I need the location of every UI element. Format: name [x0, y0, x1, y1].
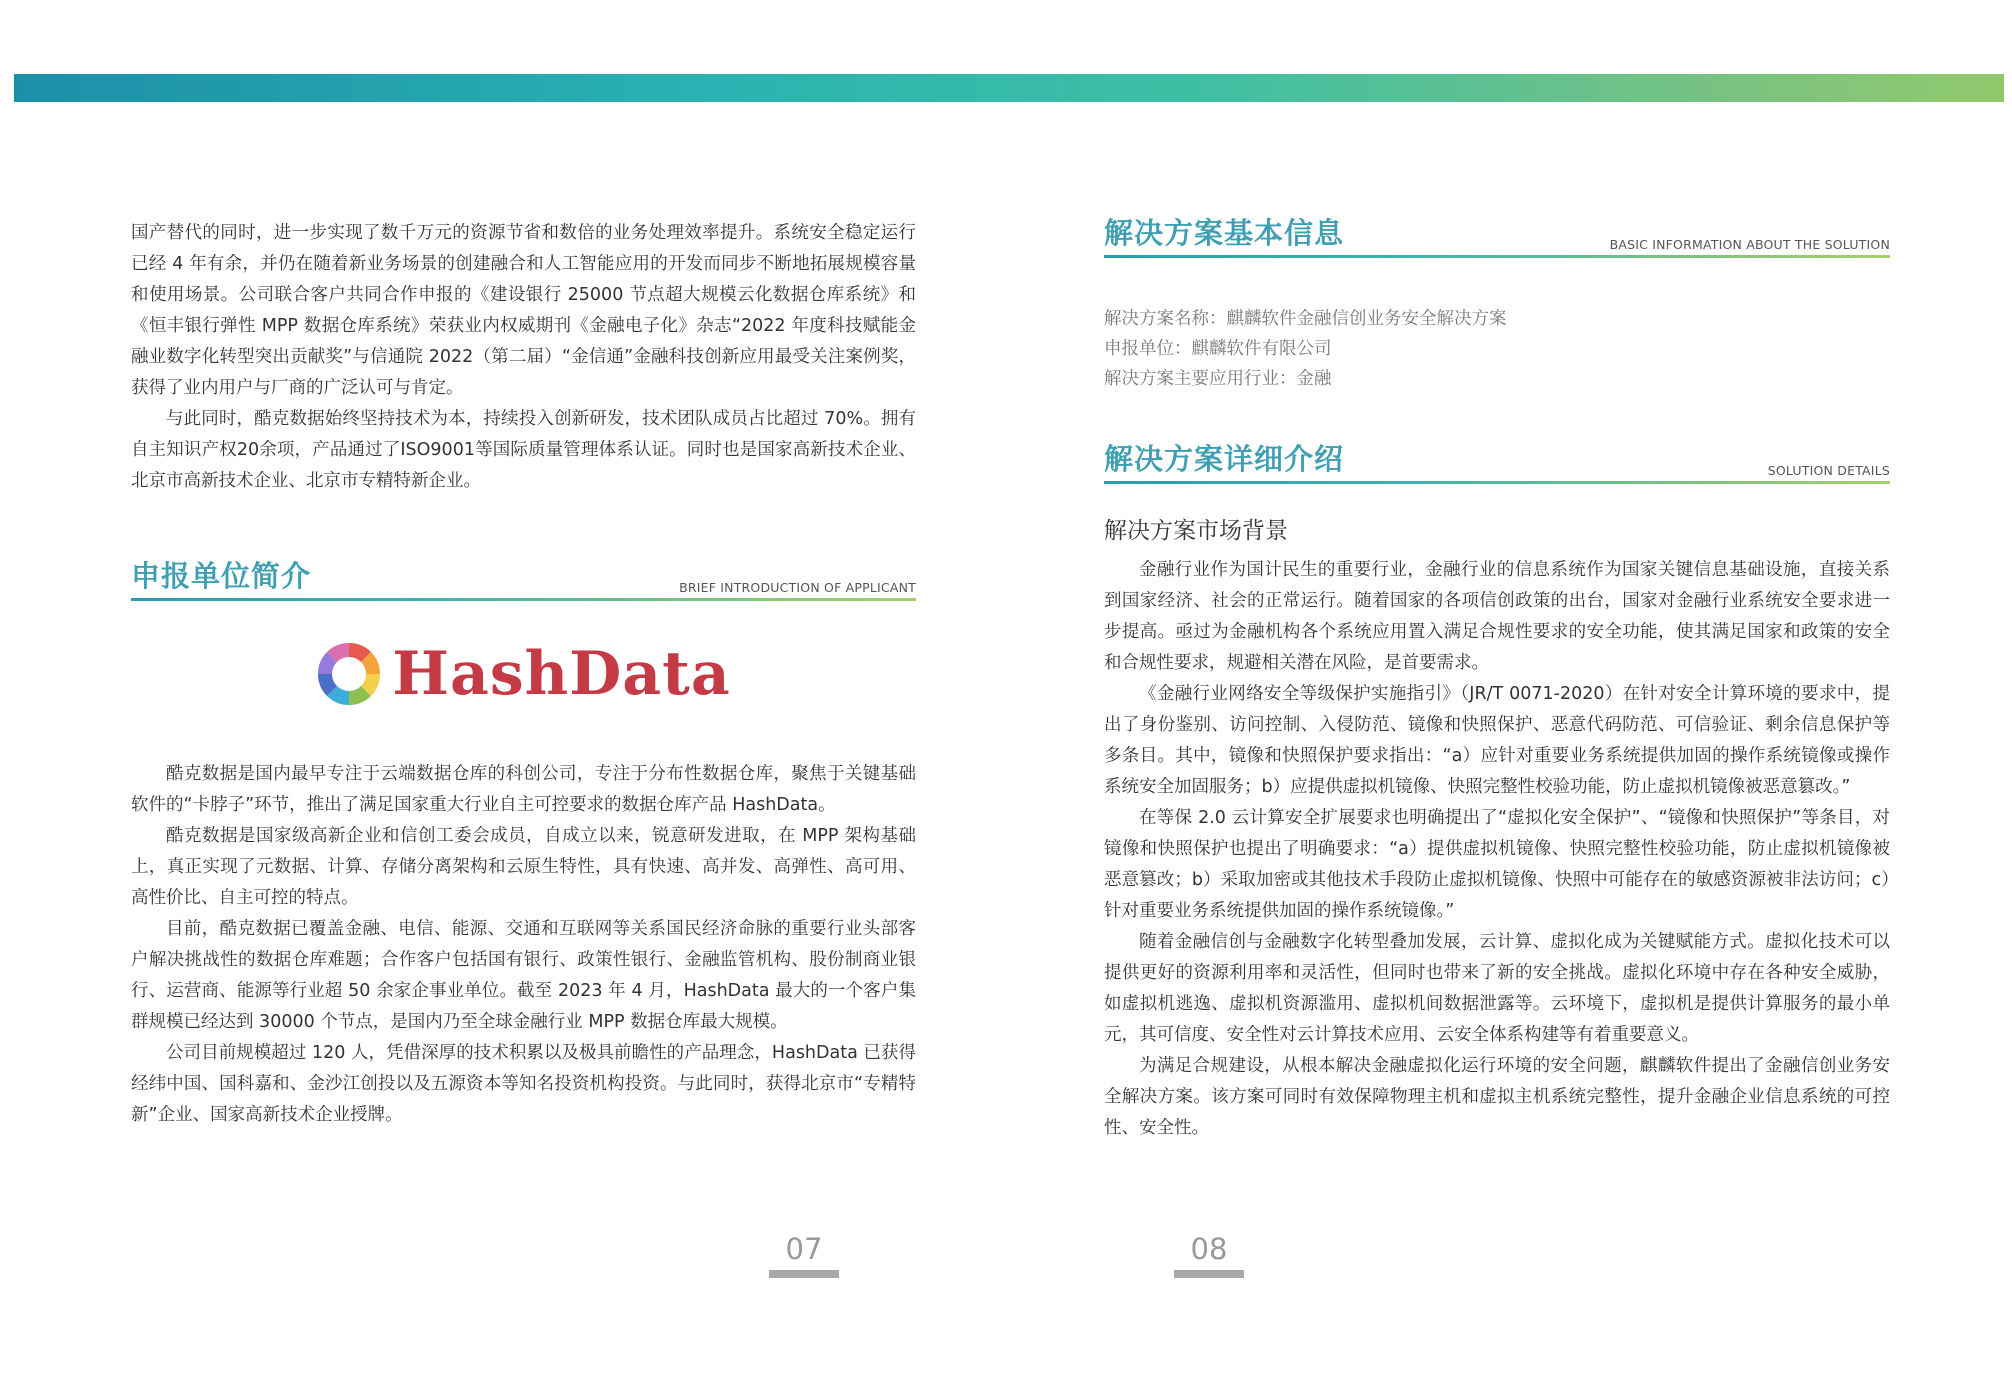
section-divider [1104, 481, 1890, 484]
section-subtitle-en: BASIC INFORMATION ABOUT THE SOLUTION [1609, 237, 1890, 252]
section-subtitle-en: SOLUTION DETAILS [1767, 463, 1890, 478]
details-paragraph-2: 《金融行业网络安全等级保护实施指引》（JR/T 0071-2020）在针对安全计算环境的要求中，提出了身份鉴别、访问控制、入侵防范、镜像和快照保护、恶意代码防范、可信验证、剩余信息保护等多条目。其中，镜像和快照保护要求指出：“a）应针对重要业务系统提供加固的操作系统镜像或操作系统安全加固服务；b）应提供虚拟机镜像、快照完整性校验功能，防止虚拟机镜像被恶意篡改。” [1104, 684, 1890, 797]
section-title: 解决方案详细介绍 [1104, 442, 1345, 476]
applicant-paragraph-1: 酷克数据是国内最早专注于云端数据仓库的科创公司，专注于分布性数据仓库，聚焦于关键基础软件的“卡脖子”环节，推出了满足国家重大行业自主可控要求的数据仓库产品 HashData。 [131, 764, 916, 815]
subsection-title: 解决方案市场背景 [1104, 518, 1288, 544]
details-paragraph-1: 金融行业作为国计民生的重要行业，金融行业的信息系统作为国家关键信息基础设施，直接关系到国家经济、社会的正常运行。随着国家的各项信创政策的出台，国家对金融行业系统安全要求进一步提高。亟过为金融机构各个系统应用置入满足合规性要求的安全功能，使其满足国家和政策的安全和合规性要求，规避相关潜在风险，是首要需求。 [1104, 560, 1890, 673]
details-section-header [1104, 444, 1890, 484]
section-subtitle-en: BRIEF INTRODUCTION OF APPLICANT [679, 580, 916, 595]
section-divider [1104, 255, 1890, 258]
page-number-left: 07 [785, 1232, 823, 1266]
logo-wordmark: HashData [392, 639, 731, 709]
intro-paragraph-1: 国产替代的同时，进一步实现了数千万元的资源节省和数倍的业务处理效率提升。系统安全稳定运行已经 4 年有余，并仍在随着新业务场景的创建融合和人工智能应用的开发而同步不断地拓展规模容量和使用场景。公司联合客户共同合作申报的《建设银行 25000 节点超大规模云化数据仓库系统》和《恒丰银行弹性 MPP 数据仓库系统》荣获业内权威期刊《金融电子化》杂志“2022 年度科技赋能金融业数字化转型突出贡献奖”与信通院 2022（第二届）“金信通”金融科技创新应用最受关注案例奖，获得了业内用户与厂商的广泛认可与肯定。 [131, 223, 916, 398]
section-title: 解决方案基本信息 [1104, 216, 1345, 250]
applicant-body [131, 759, 916, 1131]
info-industry: 解决方案主要应用行业：金融 [1104, 369, 1332, 389]
page-number-bar-left [769, 1270, 839, 1278]
applicant-section-header [131, 561, 916, 601]
details-paragraph-4: 随着金融信创与金融数字化转型叠加发展，云计算、虚拟化成为关键赋能方式。虚拟化技术可以提供更好的资源利用率和灵活性，但同时也带来了新的安全挑战。虚拟化环境中存在各种安全威胁，如虚拟机逃逸、虚拟机资源滥用、虚拟机间数据泄露等。云环境下，虚拟机是提供计算服务的最小单元，其可信度、安全性对云计算技术应用、云安全体系构建等有着重要意义。 [1104, 932, 1890, 1045]
left-page [131, 218, 916, 1131]
page-number-bar-right [1174, 1270, 1244, 1278]
basic-info-section-header [1104, 218, 1890, 258]
basic-info-list [1104, 304, 1890, 394]
details-paragraph-3: 在等保 2.0 云计算安全扩展要求也明确提出了“虚拟化安全保护”、“镜像和快照保护”等条目，对镜像和快照保护也提出了明确要求：“a）提供虚拟机镜像、快照完整性校验功能，防止虚拟机镜像被恶意篡改；b）采取加密或其他技术手段防止虚拟机镜像、快照中可能存在的敏感资源被非法访问；c）针对重要业务系统提供加固的操作系统镜像。” [1104, 808, 1890, 921]
applicant-paragraph-3: 目前，酷克数据已覆盖金融、电信、能源、交通和互联网等关系国民经济命脉的重要行业头部客户解决挑战性的数据仓库难题；合作客户包括国有银行、政策性银行、金融监管机构、股份制商业银行、运营商、能源等行业超 50 余家企事业单位。截至 2023 年 4 月，HashData 最大的一个客户集群规模已经达到 30000 个节点，是国内乃至全球金融行业 MPP 数据仓库最大规模。 [131, 919, 916, 1032]
details-body [1104, 555, 1890, 1144]
page-number-right: 08 [1190, 1232, 1228, 1266]
applicant-paragraph-2: 酷克数据是国家级高新企业和信创工委会成员，自成立以来，锐意研发进取，在 MPP 架构基础上，真正实现了元数据、计算、存储分离架构和云原生特性，具有快速、高并发、高弹性、高可用、高性价比、自主可控的特点。 [131, 826, 916, 908]
hashdata-logo [131, 629, 916, 719]
intro-paragraph-2: 与此同时，酷克数据始终坚持技术为本，持续投入创新研发，技术团队成员占比超过 70%。拥有自主知识产权20余项，产品通过了ISO9001等国际质量管理体系认证。同时也是国家高新技术企业、北京市高新技术企业、北京市专精特新企业。 [131, 409, 916, 491]
details-paragraph-5: 为满足合规建设，从根本解决金融虚拟化运行环境的安全问题，麒麟软件提出了金融信创业务安全解决方案。该方案可同时有效保障物理主机和虚拟主机系统完整性，提升金融企业信息系统的可控性、安全性。 [1104, 1056, 1890, 1138]
section-title: 申报单位简介 [131, 559, 312, 593]
header-gradient-band [14, 74, 2004, 102]
section-divider [131, 598, 916, 601]
applicant-paragraph-4: 公司目前规模超过 120 人，凭借深厚的技术积累以及极具前瞻性的产品理念，HashData 已获得经纬中国、国科嘉和、金沙江创投以及五源资本等知名投资机构投资。与此同时，获得北京市“专精特新”企业、国家高新技术企业授牌。 [131, 1043, 916, 1125]
info-applicant: 申报单位：麒麟软件有限公司 [1104, 339, 1332, 359]
logo-ring-icon [316, 641, 382, 707]
info-solution-name: 解决方案名称：麒麟软件金融信创业务安全解决方案 [1104, 309, 1507, 329]
right-page [1104, 218, 1890, 1144]
